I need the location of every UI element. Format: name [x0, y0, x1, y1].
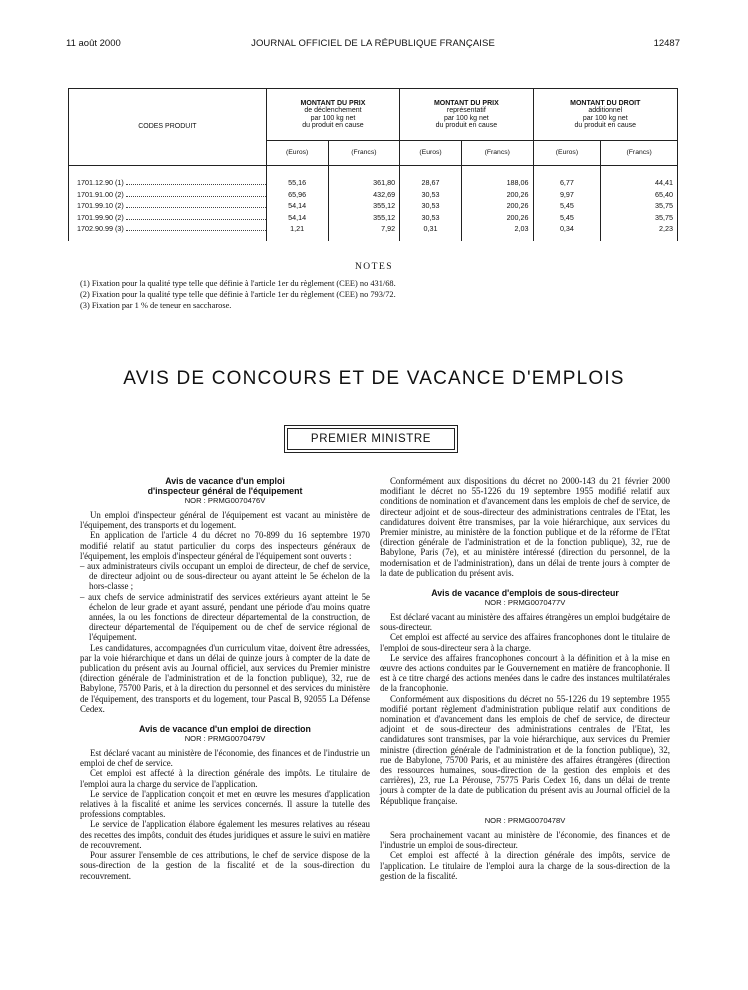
note-item: (1) Fixation pour la qualité type telle que définie à l'article 1er du règlement (CEE) no 431/68.	[80, 279, 396, 288]
paragraph: Sera prochainement vacant au ministère de l'économie, des finances et de l'industrie un emploi de sous-directeur.	[380, 829, 670, 851]
note-item: (2) Fixation pour la qualité type telle que définie à l'article 1er du règlement (CEE) no 793/72.	[80, 290, 396, 299]
paragraph: Est déclaré vacant au ministère des affaires étrangères un emploi budgétaire de sous-directeur.	[380, 612, 671, 633]
left-column	[80, 476, 370, 881]
product-code: 1701.12.90 (1)	[77, 178, 124, 187]
table-row: 1701.12.90 (1) 55,16 361,80 28,67 188,06 6,77 44,41	[69, 166, 678, 189]
paragraph: En application de l'article 4 du décret no 70-899 du 16 septembre 1970 modifié relatif au statut particulier du corps des inspecteurs généraux de l'équipement, les emplois d'inspecteur général de l'équipement sont ouverts :	[80, 530, 370, 561]
group-header-trigger: MONTANT DU PRIX de déclenchement par 100 kg net du produit en cause	[266, 89, 399, 141]
price-table	[68, 88, 678, 241]
unit-header: (Francs)	[601, 141, 678, 166]
unit-header: (Francs)	[461, 141, 533, 166]
list-item: – aux administrateurs civils occupant un emploi de directeur, de chef de service, de directeur adjoint ou de sous-directeur ou ayant atteint le 5e échelon de la hors-classe ;	[80, 561, 370, 592]
product-code: 1701.99.90 (2)	[77, 212, 124, 222]
table-row: 1701.91.00 (2) 65,96 432,69 30,53 200,26 9,97 65,40	[69, 189, 678, 201]
notes-title: NOTES	[354, 262, 394, 272]
paragraph: Conformément aux dispositions du décret no 2000-143 du 21 février 2000 modifiant le décret no 55-1226 du 19 septembre 1955 modifié relatif aux conditions de nomination et d'avancement dans les emplois de chef de service, de directeur adjoint et de sous-directeur des administrations centrales de l'Etat, les candidatures doivent être transmises, par la voie hiérarchique, aux services du Premier ministre, au ministère de la fonction publique et de la réforme de l'Etat (direction générale de l'administration et de la fonction publique), 32, rue de Babylone, Paris (7e), et au ministère intéressé (direction du personnel, de la modernisation et de l'administration), dans un délai de trente jours à compter de la date de publication du présent avis.	[380, 476, 670, 578]
unit-header: (Euros)	[533, 141, 601, 166]
paragraph: Pour assurer l'ensemble de ces attributions, le chef de service dispose de la sous-direction de la gestion de la fiscalité et de la sous-direction du recouvrement.	[80, 850, 370, 881]
right-column	[380, 476, 670, 881]
product-code: 1701.99.10 (2)	[77, 201, 124, 210]
section-banner: AVIS DE CONCOURS ET DE VACANCE D'EMPLOIS	[123, 368, 625, 389]
unit-header: (Euros)	[266, 141, 328, 166]
unit-header: (Euros)	[400, 141, 462, 166]
group-header-representative: MONTANT DU PRIX représentatif par 100 kg net du produit en cause	[400, 89, 533, 141]
journal-title: JOURNAL OFFICIEL DE LA RÉPUBLIQUE FRANÇAISE	[251, 38, 495, 49]
table-row: 1702.90.99 (3) 1,21 7,92 0,31 2,03 0,34 2,23	[69, 223, 678, 241]
paragraph: Conformément aux dispositions du décret no 55-1226 du 19 septembre 1955 modifié portant règlement d'administration publique relatif aux conditions de nomination et d'avancement dans les emplois de chef de service, de directeur adjoint et de sous-directeur des administrations centrales de l'Etat, les candidatures sont transmises, par la voie hiérarchique, aux services du Premier ministre (direction générale de l'administration et de la fonction publique), 32, rue de Babylone, 75700 Paris, et au ministère des affaires étrangères (direction des ressources humaines, sous-direction de la gestion des emplois et des carrières), 23, rue La Pérouse, 75775 Paris Cedex 16, dans un délai de trente jours à compter de la date de publication du présent avis au Journal officiel de la République française.	[380, 693, 670, 806]
issue-date: 11 août 2000	[66, 38, 121, 49]
paragraph: Cet emploi est affecté à la direction générale des impôts, service de l'application. Le titulaire de l'emploi aura la charge de la sous-direction de la gestion de la fiscalité.	[380, 850, 670, 881]
paragraph: Un emploi d'inspecteur général de l'équipement est vacant au ministère de l'équipement, des transports et du logement.	[80, 510, 370, 531]
unit-header: (Francs)	[328, 141, 400, 166]
paragraph: Cet emploi est affecté à la direction générale des impôts. Le titulaire de l'emploi aura la charge du service de l'application.	[80, 768, 370, 789]
nor-reference: NOR : PRMG0070478V	[484, 815, 566, 825]
codes-header: CODES PRODUIT	[69, 89, 267, 166]
nor-reference: NOR : PRMG0070476V	[184, 496, 266, 505]
product-code: 1701.91.00 (2)	[77, 189, 124, 199]
paragraph: Le service de l'application conçoit et met en œuvre les mesures d'application relatives à la fiscalité et anime les services concernés. Il assure la tutelle des professions comptables.	[80, 788, 370, 820]
note-item: (3) Fixation par 1 % de teneur en saccharose.	[80, 301, 232, 310]
nor-reference: NOR : PRMG0070479V	[184, 734, 266, 744]
paragraph: Les candidatures, accompagnées d'un curriculum vitae, doivent être adressées, par la voie hiérarchique et dans un délai de quinze jours à compter de la date de publication du présent avis au Journal officiel, aux services du Premier ministre (direction générale de l'administration et de la fonction publique), 32, rue de Babylone, 75700 Paris, et à la direction du personnel et des services du ministère de l'équipement, des transports et du logement, tour Pascal B, 92055 La Défense Cedex.	[80, 642, 370, 714]
page-number: 12487	[653, 38, 680, 49]
notice-title: d'inspecteur général de l'équipement	[147, 486, 303, 496]
table-row: 1701.99.10 (2) 54,14 355,12 30,53 200,26 5,45 35,75	[69, 200, 678, 212]
notes-list	[80, 278, 396, 311]
page-header	[66, 38, 680, 52]
list-item: – aux chefs de service administratif des services extérieurs ayant atteint le 5e échelon de leur grade et ayant assuré, pendant une période d'au moins quatre années, la ou les fonctions de directeur départemental de la construction, de directeur départemental de l'équipement ou de chef de service régional de l'équipement.	[80, 591, 370, 643]
eligibility-list	[80, 561, 370, 643]
paragraph: Est déclaré vacant au ministère de l'économie, des finances et de l'industrie un emploi de chef de service.	[80, 748, 370, 769]
notice-title: Avis de vacance d'emplois de sous-directeur	[431, 588, 619, 599]
group-header-duty: MONTANT DU DROIT additionnel par 100 kg net du produit en cause	[533, 89, 677, 141]
ministry-box: PREMIER MINISTRE	[287, 428, 455, 450]
product-code: 1702.90.99 (3)	[77, 224, 124, 233]
table-row: 1701.99.90 (2) 54,14 355,12 30,53 200,26 5,45 35,75	[69, 212, 678, 224]
paragraph: Le service de l'application élabore également les mesures relatives au réseau des recettes des impôts, conduit des études juridiques et assure le suivi en matière de recouvrement.	[80, 819, 370, 850]
paragraph: Cet emploi est affecté au service des affaires francophones dont le titulaire de l'emploi de sous-directeur sera à la charge.	[380, 632, 670, 653]
notice-title: Avis de vacance d'un emploi	[165, 476, 285, 486]
nor-reference: NOR : PRMG0070477V	[484, 598, 566, 608]
paragraph: Le service des affaires francophones concourt à la définition et à la mise en œuvre des actions conduites par le Gouvernement en matière de francophonie. Il est à ce titre chargé des actions menées dans le cadre des instances multilatérales de la francophonie.	[380, 652, 670, 694]
notice-title: Avis de vacance d'un emploi de direction	[139, 724, 311, 735]
